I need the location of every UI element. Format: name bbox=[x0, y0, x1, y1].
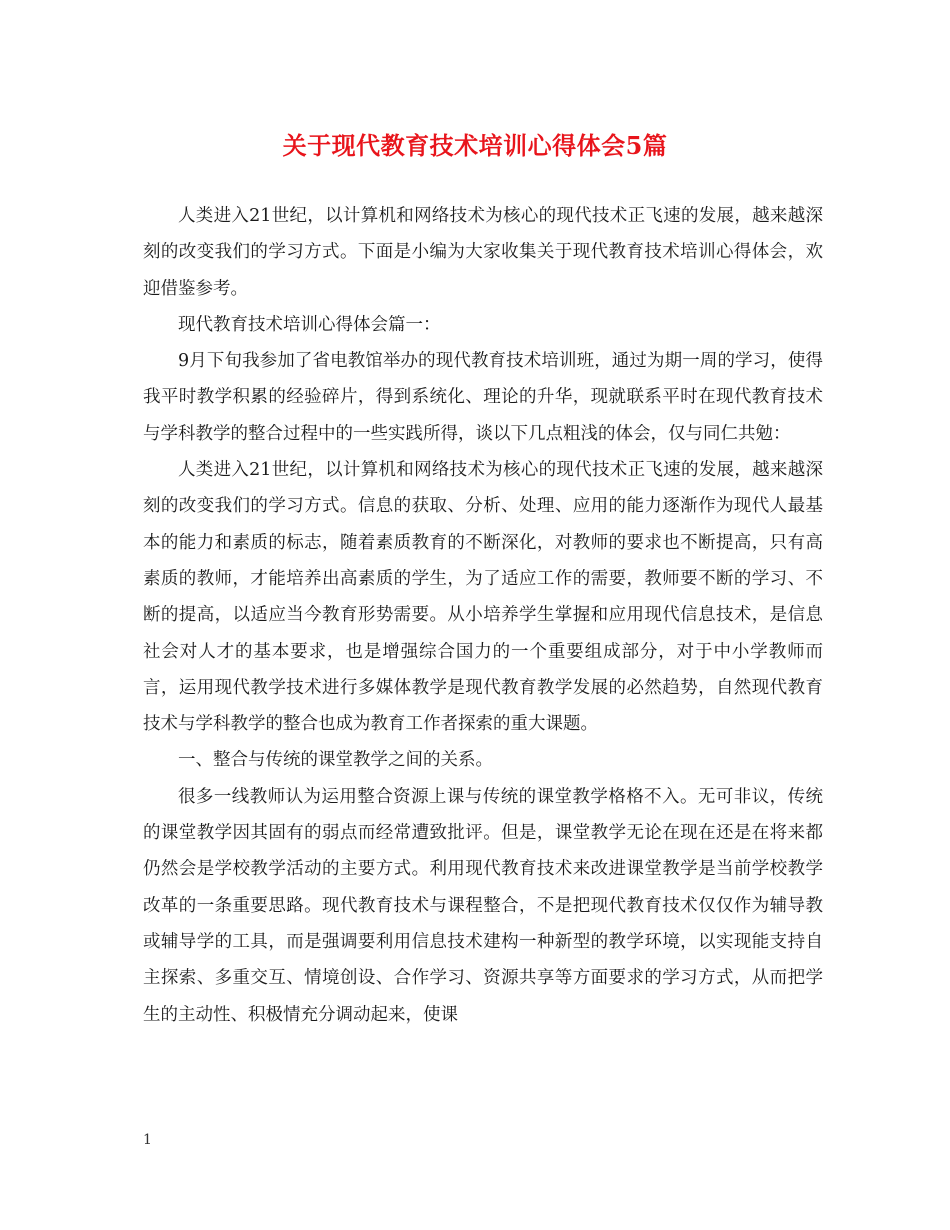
paragraph-intro: 人类进入21世纪，以计算机和网络技术为核心的现代技术正飞速的发展，越来越深刻的改变我们的学习方式。下面是小编为大家收集关于现代教育技术培训心得体会，欢迎借鉴参考。 bbox=[143, 206, 823, 299]
paragraph-point-one-heading: 一、整合与传统的课堂教学之间的关系。 bbox=[178, 750, 493, 771]
paragraph-section-heading: 现代教育技术培训心得体会篇一： bbox=[178, 314, 441, 335]
document-body bbox=[143, 198, 823, 1033]
paragraph-training: 9月下旬我参加了省电教馆举办的现代教育技术培训班，通过为期一周的学习，使得我平时教学积累的经验碎片，得到系统化、理论的升华，现就联系平时在现代教育技术与学科教学的整合过程中的一些实践所得，谈以下几点粗浅的体会，仅与同仁共勉： bbox=[143, 351, 823, 444]
paragraph-integration: 很多一线教师认为运用整合资源上课与传统的课堂教学格格不入。无可非议，传统的课堂教学因其固有的弱点而经常遭致批评。但是，课堂教学无论在现在还是在将来都仍然会是学校教学活动的主要方式。利用现代教育技术来改进课堂教学是当前学校教学改革的一条重要思路。现代教育技术与课程整合，不是把现代教育技术仅仅作为辅导教或辅导学的工具，而是强调要利用信息技术建构一种新型的教学环境，以实现能支持自主探索、多重交互、情境创设、合作学习、资源共享等方面要求的学习方式，从而把学生的主动性、积极情充分调动起来，使课 bbox=[143, 786, 823, 1025]
paragraph-information-age: 人类进入21世纪，以计算机和网络技术为核心的现代技术正飞速的发展，越来越深刻的改变我们的学习方式。信息的获取、分析、处理、应用的能力逐渐作为现代人最基本的能力和素质的标志，随着素质教育的不断深化，对教师的要求也不断提高，只有高素质的教师，才能培养出高素质的学生，为了适应工作的需要，教师要不断的学习、不断的提高，以适应当今教育形势需要。从小培养学生掌握和应用现代信息技术，是信息社会对人才的基本要求，也是增强综合国力的一个重要组成部分，对于中小学教师而言，运用现代教学技术进行多媒体教学是现代教育教学发展的必然趋势，自然现代教育技术与学科教学的整合也成为教育工作者探索的重大课题。 bbox=[143, 460, 823, 735]
document-title: 关于现代教育技术培训心得体会5篇 bbox=[282, 131, 668, 160]
page-number: 1 bbox=[143, 1132, 152, 1148]
